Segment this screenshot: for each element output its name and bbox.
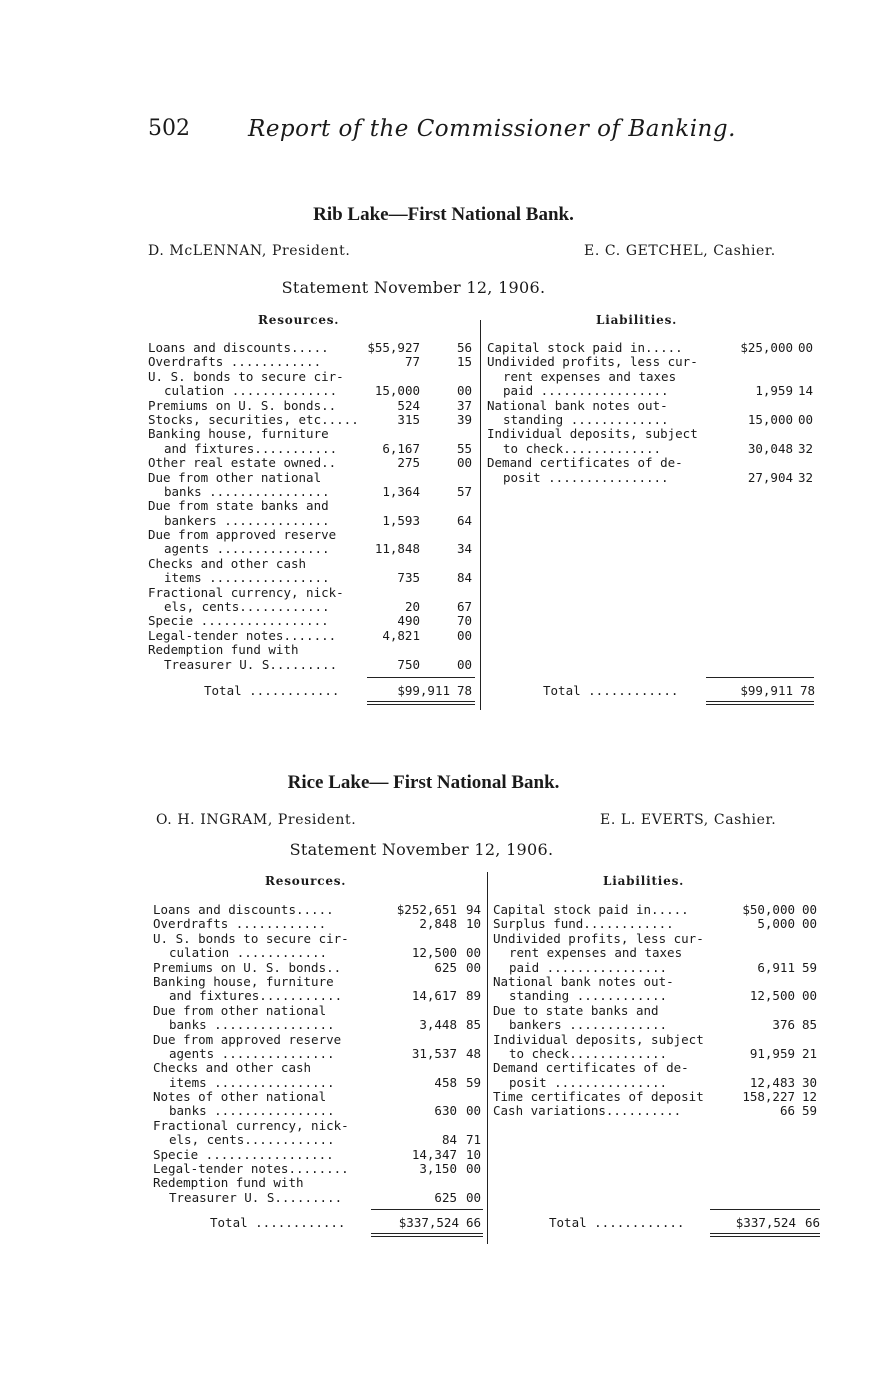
row-dollars: 6,167 <box>382 440 420 456</box>
total-dollars: $99,911 <box>740 683 793 698</box>
row-label: posit ................ <box>503 469 669 485</box>
table-row <box>153 975 483 989</box>
table-row <box>487 442 817 456</box>
table-row <box>493 932 819 946</box>
row-label: Overdrafts ............ <box>148 354 322 370</box>
row-dollars: 14,617 <box>411 988 457 1004</box>
row-cents: 39 <box>456 411 472 427</box>
row-cents: 00 <box>456 383 472 399</box>
row-label: Checks and other cash <box>153 1060 312 1076</box>
row-label: Banking house, furniture <box>148 426 329 442</box>
row-label: els, cents............ <box>169 1132 335 1148</box>
row-label: bankers ............. <box>509 1017 668 1033</box>
table-row <box>487 471 817 485</box>
table-row <box>153 917 483 931</box>
row-label: to check............. <box>503 440 662 456</box>
table-row <box>148 485 476 499</box>
row-cents: 00 <box>801 988 817 1004</box>
bank-president: D. McLENNAN, President. <box>148 243 351 259</box>
table-row <box>493 946 819 960</box>
row-label: Undivided profits, less cur- <box>487 354 698 370</box>
row-dollars: 3,150 <box>419 1161 457 1177</box>
row-cents: 14 <box>797 383 813 399</box>
row-label: and fixtures........... <box>169 988 343 1004</box>
row-label: U. S. bonds to secure cir- <box>148 368 344 384</box>
row-label: Overdrafts ............ <box>153 916 327 932</box>
column-divider <box>487 872 488 1244</box>
table-row <box>153 1119 483 1133</box>
row-dollars: 158,227 <box>742 1089 795 1105</box>
bank-title: Rib Lake—First National Bank. <box>313 204 574 225</box>
table-row <box>148 442 476 456</box>
table-row <box>148 643 476 657</box>
total-label: Total ............ <box>549 1215 685 1230</box>
row-cents: 10 <box>465 1146 481 1162</box>
resources-sum-line <box>367 677 475 678</box>
row-label: Cash variations.......... <box>493 1103 682 1119</box>
row-label: Legal-tender notes........ <box>153 1161 349 1177</box>
row-cents: 85 <box>801 1017 817 1033</box>
row-label: rent expenses and taxes <box>503 368 677 384</box>
row-dollars: 12,500 <box>749 988 795 1004</box>
row-dollars: 20 <box>404 599 420 615</box>
table-row <box>148 528 476 542</box>
table-row <box>148 600 476 614</box>
row-label: culation .............. <box>164 383 338 399</box>
row-dollars: 630 <box>434 1103 457 1119</box>
row-cents: 00 <box>465 959 481 975</box>
row-label: Checks and other cash <box>148 555 307 571</box>
row-label: Demand certificates of de- <box>493 1060 689 1076</box>
table-row <box>153 946 483 960</box>
row-label: paid ................ <box>509 959 668 975</box>
row-label: bankers .............. <box>164 512 330 528</box>
table-row <box>493 1004 819 1018</box>
row-dollars: 2,848 <box>419 916 457 932</box>
row-label: agents ............... <box>169 1045 335 1061</box>
row-cents: 59 <box>801 1103 817 1119</box>
total-dollars: $337,524 <box>735 1215 796 1230</box>
table-row <box>153 932 483 946</box>
table-row <box>493 1076 819 1090</box>
table-row <box>148 427 476 441</box>
table-row <box>148 542 476 556</box>
table-row <box>153 989 483 1003</box>
table-row <box>153 1061 483 1075</box>
row-dollars: 5,000 <box>757 916 795 932</box>
row-label: standing ............. <box>503 411 669 427</box>
row-cents: 37 <box>456 397 472 413</box>
table-row <box>493 989 819 1003</box>
table-row <box>493 1047 819 1061</box>
row-label: and fixtures........... <box>164 440 338 456</box>
resources-double-rule <box>371 1233 483 1237</box>
page-running-title: Report of the Commissioner of Banking. <box>248 116 736 142</box>
row-label: Due to state banks and <box>493 1002 659 1018</box>
row-cents: 55 <box>456 440 472 456</box>
row-label: els, cents............ <box>164 599 330 615</box>
liabilities-sum-line <box>710 1209 820 1210</box>
row-cents: 70 <box>456 613 472 629</box>
row-dollars: 66 <box>779 1103 795 1119</box>
liabilities-rows <box>487 341 817 485</box>
row-label: Other real estate owned.. <box>148 455 337 471</box>
row-label: Capital stock paid in..... <box>487 340 683 355</box>
table-row <box>487 355 817 369</box>
resources-rows <box>153 903 483 1205</box>
row-dollars: 6,911 <box>757 959 795 975</box>
row-dollars: 1,959 <box>755 383 793 399</box>
row-dollars: 27,904 <box>747 469 793 485</box>
row-label: Demand certificates of de- <box>487 455 683 471</box>
row-cents: 00 <box>797 340 813 355</box>
row-label: Undivided profits, less cur- <box>493 930 704 946</box>
resources-table <box>148 341 476 672</box>
page-number: 502 <box>148 116 190 141</box>
row-label: Fractional currency, nick- <box>148 584 344 600</box>
row-label: items ................ <box>169 1074 335 1090</box>
table-row <box>493 903 819 917</box>
table-row <box>148 629 476 643</box>
row-cents: 64 <box>456 512 472 528</box>
row-label: Loans and discounts..... <box>148 340 329 355</box>
table-row <box>487 399 817 413</box>
liabilities-heading: Liabilities. <box>603 874 685 888</box>
row-dollars: 15,000 <box>374 383 420 399</box>
row-label: banks ................ <box>169 1017 335 1033</box>
table-row <box>148 557 476 571</box>
row-dollars: 1,593 <box>382 512 420 528</box>
table-row <box>487 370 817 384</box>
row-cents: 12 <box>801 1089 817 1105</box>
row-cents: 48 <box>465 1045 481 1061</box>
row-label: culation ............ <box>169 945 328 961</box>
liabilities-double-rule <box>706 701 814 705</box>
row-cents: 56 <box>456 340 472 355</box>
table-row <box>153 903 483 917</box>
row-label: posit ............... <box>509 1074 668 1090</box>
table-row <box>493 1104 819 1118</box>
row-dollars: 12,500 <box>411 945 457 961</box>
table-row <box>487 427 817 441</box>
row-cents: 67 <box>456 599 472 615</box>
table-row <box>148 341 476 355</box>
table-row <box>493 1090 819 1104</box>
row-dollars: 735 <box>397 570 420 586</box>
row-label: Individual deposits, subject <box>487 426 698 442</box>
table-row <box>493 1018 819 1032</box>
row-label: Redemption fund with <box>153 1175 304 1191</box>
table-row <box>487 341 817 355</box>
row-cents: 59 <box>465 1074 481 1090</box>
row-dollars: 77 <box>404 354 420 370</box>
table-row <box>148 384 476 398</box>
table-row <box>148 413 476 427</box>
resources-rows <box>148 341 476 672</box>
row-label: standing ............ <box>509 988 668 1004</box>
bank-president: O. H. INGRAM, President. <box>156 812 357 828</box>
row-label: Due from approved reserve <box>153 1031 342 1047</box>
row-dollars: 84 <box>441 1132 457 1148</box>
table-row <box>153 1104 483 1118</box>
table-row <box>153 1148 483 1162</box>
row-label: to check............. <box>509 1045 668 1061</box>
row-cents: 00 <box>456 627 472 643</box>
total-cents: 78 <box>456 683 472 698</box>
row-dollars: 625 <box>434 1189 457 1205</box>
row-cents: 89 <box>465 988 481 1004</box>
row-dollars: 15,000 <box>747 411 793 427</box>
total-label: Total ............ <box>204 683 340 698</box>
row-label: U. S. bonds to secure cir- <box>153 930 349 946</box>
table-row <box>487 413 817 427</box>
row-label: Stocks, securities, etc..... <box>148 411 359 427</box>
row-dollars: 12,483 <box>749 1074 795 1090</box>
table-row <box>148 571 476 585</box>
total-label: Total ............ <box>543 683 679 698</box>
row-dollars: 376 <box>772 1017 795 1033</box>
row-cents: 57 <box>456 483 472 499</box>
row-dollars: $252,651 <box>396 902 457 917</box>
row-label: Premiums on U. S. bonds.. <box>148 397 337 413</box>
row-label: Capital stock paid in..... <box>493 902 689 917</box>
liabilities-rows <box>493 903 819 1119</box>
row-label: Treasurer U. S......... <box>164 656 338 672</box>
table-row <box>493 975 819 989</box>
table-row <box>493 1061 819 1075</box>
statement-date: Statement November 12, 1906. <box>289 840 554 859</box>
bank-cashier: E. L. EVERTS, Cashier. <box>600 812 777 828</box>
total-cents: 78 <box>799 683 815 698</box>
row-label: Due from other national <box>148 469 322 485</box>
liabilities-table <box>487 341 817 485</box>
total-cents: 66 <box>804 1215 820 1230</box>
row-label: banks ................ <box>164 483 330 499</box>
resources-table <box>153 903 483 1205</box>
table-row <box>153 1133 483 1147</box>
total-dollars: $337,524 <box>398 1215 459 1230</box>
row-label: paid ................. <box>503 383 669 399</box>
table-row <box>148 399 476 413</box>
table-row <box>493 1033 819 1047</box>
row-dollars: 11,848 <box>374 541 420 557</box>
row-cents: 00 <box>456 656 472 672</box>
row-label: Notes of other national <box>153 1089 327 1105</box>
table-row <box>153 1076 483 1090</box>
row-cents: 34 <box>456 541 472 557</box>
row-label: Specie ................. <box>153 1146 334 1162</box>
row-label: Treasurer U. S......... <box>169 1189 343 1205</box>
liabilities-heading: Liabilities. <box>596 313 678 327</box>
row-cents: 00 <box>797 411 813 427</box>
table-row <box>148 355 476 369</box>
row-cents: 00 <box>465 1161 481 1177</box>
table-row <box>487 456 817 470</box>
row-label: Legal-tender notes....... <box>148 627 337 643</box>
table-row <box>153 1176 483 1190</box>
total-dollars: $99,911 <box>397 683 450 698</box>
table-row <box>148 514 476 528</box>
row-cents: 15 <box>456 354 472 370</box>
row-cents: 32 <box>797 469 813 485</box>
page-header <box>148 116 748 150</box>
row-label: Surplus fund............ <box>493 916 674 932</box>
table-row <box>148 586 476 600</box>
table-row <box>153 1018 483 1032</box>
row-dollars: 31,537 <box>411 1045 457 1061</box>
resources-heading: Resources. <box>258 313 340 327</box>
table-row <box>148 471 476 485</box>
row-label: National bank notes out- <box>493 973 674 989</box>
resources-double-rule <box>367 701 475 705</box>
row-label: Banking house, furniture <box>153 973 334 989</box>
row-cents: 32 <box>797 440 813 456</box>
row-label: Redemption fund with <box>148 642 299 658</box>
row-dollars: 4,821 <box>382 627 420 643</box>
liabilities-double-rule <box>710 1233 820 1237</box>
row-cents: 30 <box>801 1074 817 1090</box>
row-dollars: 750 <box>397 656 420 672</box>
row-dollars: 524 <box>397 397 420 413</box>
row-cents: 59 <box>801 959 817 975</box>
table-row <box>153 1162 483 1176</box>
row-dollars: $25,000 <box>740 340 793 355</box>
row-label: Loans and discounts..... <box>153 902 334 917</box>
row-dollars: 490 <box>397 613 420 629</box>
row-dollars: $50,000 <box>742 902 795 917</box>
row-dollars: $55,927 <box>367 340 420 355</box>
row-label: Individual deposits, subject <box>493 1031 704 1047</box>
row-cents: 94 <box>465 902 481 917</box>
table-row <box>148 456 476 470</box>
row-label: Due from other national <box>153 1002 327 1018</box>
row-cents: 21 <box>801 1045 817 1061</box>
row-label: National bank notes out- <box>487 397 668 413</box>
table-row <box>153 1033 483 1047</box>
table-row <box>153 1191 483 1205</box>
row-dollars: 14,347 <box>411 1146 457 1162</box>
table-row <box>153 1004 483 1018</box>
row-dollars: 625 <box>434 959 457 975</box>
row-label: Time certificates of deposit <box>493 1089 704 1105</box>
table-row <box>148 614 476 628</box>
table-row <box>148 370 476 384</box>
resources-sum-line <box>371 1209 483 1210</box>
resources-heading: Resources. <box>265 874 347 888</box>
liabilities-sum-line <box>706 677 814 678</box>
table-row <box>148 658 476 672</box>
row-dollars: 30,048 <box>747 440 793 456</box>
table-row <box>153 1090 483 1104</box>
row-cents: 84 <box>456 570 472 586</box>
bank-cashier: E. C. GETCHEL, Cashier. <box>584 243 776 259</box>
row-cents: 10 <box>465 916 481 932</box>
row-cents: 85 <box>465 1017 481 1033</box>
total-cents: 66 <box>465 1215 481 1230</box>
total-label: Total ............ <box>210 1215 346 1230</box>
bank-title: Rice Lake— First National Bank. <box>287 772 560 793</box>
statement-date: Statement November 12, 1906. <box>281 278 546 297</box>
row-label: Premiums on U. S. bonds.. <box>153 959 342 975</box>
row-label: items ................ <box>164 570 330 586</box>
row-cents: 00 <box>465 945 481 961</box>
row-label: rent expenses and taxes <box>509 945 683 961</box>
row-dollars: 3,448 <box>419 1017 457 1033</box>
table-row <box>153 1047 483 1061</box>
row-cents: 71 <box>465 1132 481 1148</box>
row-dollars: 315 <box>397 411 420 427</box>
row-cents: 00 <box>801 916 817 932</box>
row-cents: 00 <box>465 1103 481 1119</box>
table-row <box>153 961 483 975</box>
row-label: Due from state banks and <box>148 498 329 514</box>
row-dollars: 458 <box>434 1074 457 1090</box>
table-row <box>493 917 819 931</box>
row-dollars: 91,959 <box>749 1045 795 1061</box>
row-cents: 00 <box>456 455 472 471</box>
row-dollars: 275 <box>397 455 420 471</box>
column-divider <box>480 320 481 710</box>
row-label: agents ............... <box>164 541 330 557</box>
row-cents: 00 <box>801 902 817 917</box>
row-label: Due from approved reserve <box>148 527 337 543</box>
row-cents: 00 <box>465 1189 481 1205</box>
table-row <box>487 384 817 398</box>
table-row <box>493 961 819 975</box>
liabilities-table <box>493 903 819 1119</box>
row-label: Specie ................. <box>148 613 329 629</box>
row-dollars: 1,364 <box>382 483 420 499</box>
table-row <box>148 499 476 513</box>
row-label: Fractional currency, nick- <box>153 1117 349 1133</box>
row-label: banks ................ <box>169 1103 335 1119</box>
